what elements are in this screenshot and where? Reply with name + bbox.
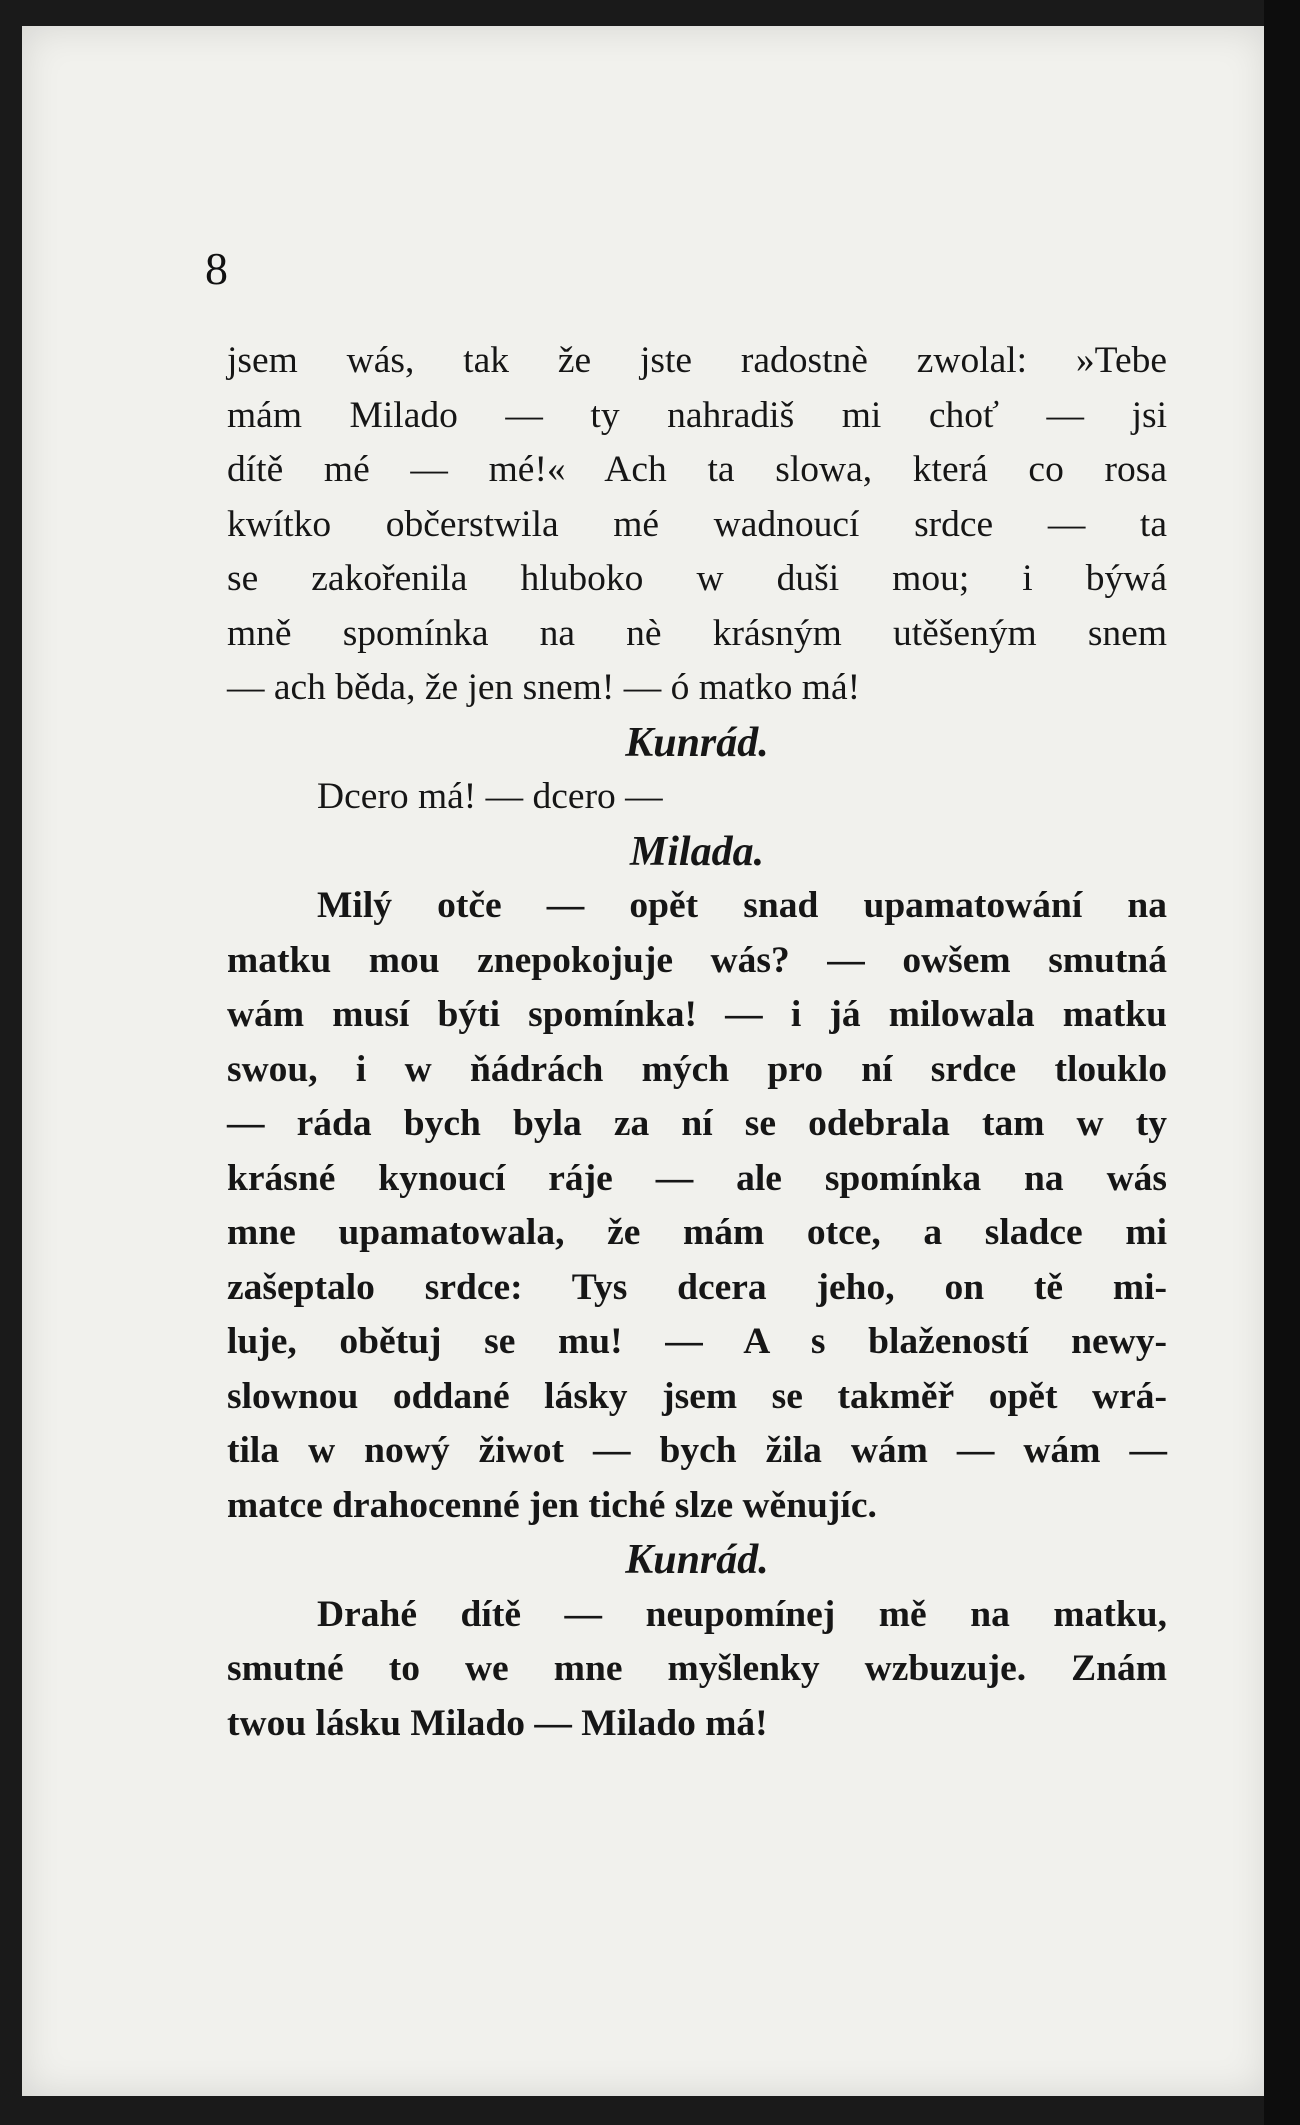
text-line: krásné kynoucí ráje — ale spomínka na wás [227, 1157, 1167, 1199]
speaker-name: Kunrád. [625, 1537, 769, 1583]
text-line: swou, i w ňádrách mých pro ní srdce tlouklo [227, 1048, 1167, 1090]
text-block [227, 334, 1167, 1751]
text-line: zašeptalo srdce: Tys dcera jeho, on tě mi- [227, 1266, 1167, 1308]
speaker-name: Kunrád. [625, 719, 769, 766]
text-line: twou lásku Milado — Milado má! [227, 1702, 768, 1744]
text-line: tila w nowý žiwot — bych žila wám — wám — [227, 1430, 1167, 1471]
text-line: mám Milado — ty nahradiš mi choť — jsi [227, 394, 1167, 436]
text-line: slownou oddané lásky jsem se takměř opět wrá- [227, 1375, 1167, 1417]
text-line: Dcero má! — dcero — [317, 776, 663, 817]
text-line: mne upamatowala, že mám otce, a sladce mi [227, 1212, 1167, 1253]
page-number: 8 [205, 243, 228, 294]
text-line: wám musí býti spomínka! — i já milowala matku [227, 994, 1167, 1035]
text-line: kwítko občerstwila mé wadnoucí srdce — ta [227, 503, 1167, 545]
text-line: matce drahocenné jen tiché slze wěnujíc. [227, 1484, 877, 1526]
scan-border [1264, 0, 1300, 2125]
text-line: Milý otče — opět snad upamatowání na [317, 885, 1167, 926]
speaker-name: Milada. [629, 828, 765, 875]
text-line: se zakořenila hluboko w duši mou; i býwá [227, 558, 1167, 599]
text-line: — ach běda, že jen snem! — ó matko má! [227, 667, 861, 708]
text-line: luje, obětuj se mu! — A s blažeností newy- [227, 1321, 1167, 1362]
text-line: smutné to we mne myšlenky wzbuzuje. Znám [227, 1648, 1167, 1689]
text-line: mně spomínka na nè krásným utěšeným snem [227, 612, 1167, 654]
book-page [22, 26, 1268, 2096]
text-line: Drahé dítě — neupomínej mě na matku, [317, 1593, 1167, 1635]
text-line: dítě mé — mé!« Ach ta slowa, která co rosa [227, 449, 1167, 490]
text-line: jsem wás, tak že jste radostnè zwolal: »Tebe [227, 340, 1167, 381]
text-line: matku mou znepokojuje wás? — owšem smutná [227, 939, 1167, 981]
text-line: — ráda bych byla za ní se odebrala tam w ty [227, 1103, 1167, 1144]
